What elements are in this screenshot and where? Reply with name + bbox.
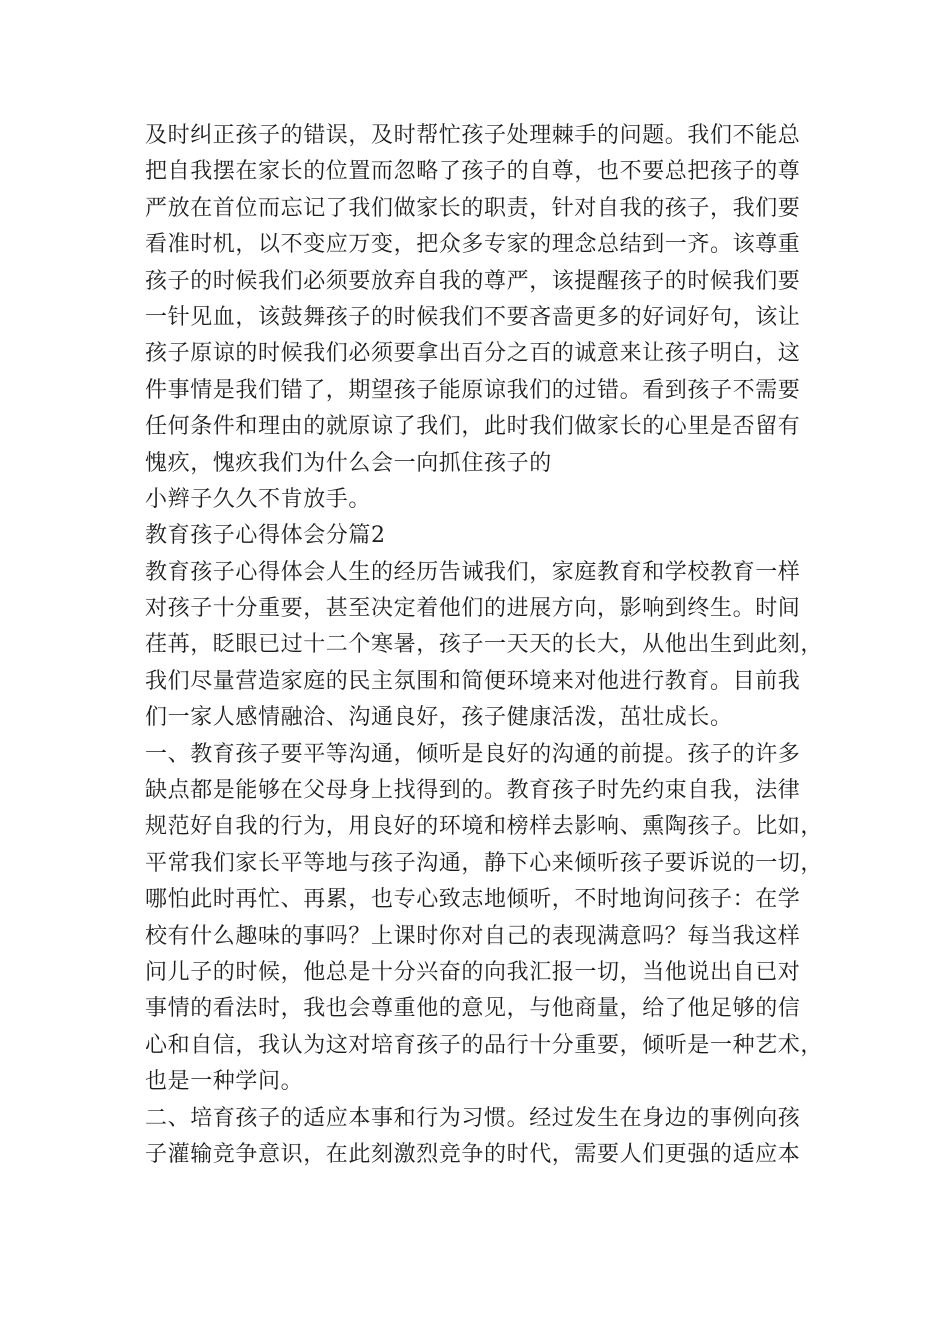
text-line: 心和自信，我认为这对培育孩子的品行十分重要，倾听是一种艺术， <box>145 1032 824 1058</box>
text-line: 一针见血，该鼓舞孩子的时候我们不要吝啬更多的好词好句，该让 <box>145 304 801 330</box>
text-line: 严放在首位而忘记了我们做家长的职责，针对自我的孩子，我们要 <box>145 195 801 221</box>
text-line: 孩子的时候我们必须要放弃自我的尊严，该提醒孩子的时候我们要 <box>145 268 801 294</box>
text-line: 看准时机，以不变应万变，把众多专家的理念总结到一齐。该尊重 <box>145 232 801 258</box>
section-heading: 教育孩子心得体会分篇2 <box>145 523 386 549</box>
text-line: 平常我们家长平等地与孩子沟通，静下心来倾听孩子要诉说的一切， <box>145 850 824 876</box>
text-line: 及时纠正孩子的错误，及时帮忙孩子处理棘手的问题。我们不能总 <box>145 123 801 148</box>
text-line: 一、教育孩子要平等沟通，倾听是良好的沟通的前提。孩子的许多 <box>145 741 801 767</box>
text-line: 我们尽量营造家庭的民主氛围和简便环境来对他进行教育。目前我 <box>145 668 801 694</box>
text-line: 愧疚，愧疚我们为什么会一向抓住孩子的 <box>145 450 552 476</box>
text-line: 哪怕此时再忙、再累，也专心致志地倾听，不时地询问孩子：在学 <box>145 887 801 913</box>
text-line: 缺点都是能够在父母身上找得到的。教育孩子时先约束自我，法律 <box>145 778 801 804</box>
text-line: 件事情是我们错了，期望孩子能原谅我们的过错。看到孩子不需要 <box>145 377 801 403</box>
document-body <box>145 118 825 1173</box>
text-line: 对孩子十分重要，甚至决定着他们的进展方向，影响到终生。时间 <box>145 596 801 622</box>
text-line: 教育孩子心得体会人生的经历告诫我们，家庭教育和学校教育一样 <box>145 559 801 585</box>
text-line: 把自我摆在家长的位置而忽略了孩子的自尊，也不要总把孩子的尊 <box>145 159 801 185</box>
text-line: 问儿子的时候，他总是十分兴奋的向我汇报一切，当他说出自已对 <box>145 959 801 985</box>
text-line: 事情的看法时，我也会尊重他的意见，与他商量，给了他足够的信 <box>145 996 801 1022</box>
text-line: 规范好自我的行为，用良好的环境和榜样去影响、熏陶孩子。比如， <box>145 814 824 840</box>
text-line: 也是一种学问。 <box>145 1069 304 1095</box>
text-line: 小辫子久久不肯放手。 <box>145 486 372 512</box>
text-line: 荏苒，眨眼已过十二个寒暑，孩子一天天的长大，从他出生到此刻， <box>145 632 824 658</box>
text-line: 校有什么趣味的事吗？上课时你对自己的表现满意吗？每当我这样 <box>145 923 801 949</box>
text-line: 孩子原谅的时候我们必须要拿出百分之百的诚意来让孩子明白，这 <box>145 341 801 367</box>
text-line: 二、培育孩子的适应本事和行为习惯。经过发生在身边的事例向孩 <box>145 1105 801 1131</box>
text-line: 子灌输竞争意识，在此刻激烈竞争的时代，需要人们更强的适应本 <box>145 1141 801 1167</box>
text-line: 任何条件和理由的就原谅了我们，此时我们做家长的心里是否留有 <box>145 414 801 440</box>
text-line: 们一家人感情融洽、沟通良好，孩子健康活泼，茁壮成长。 <box>145 705 733 731</box>
